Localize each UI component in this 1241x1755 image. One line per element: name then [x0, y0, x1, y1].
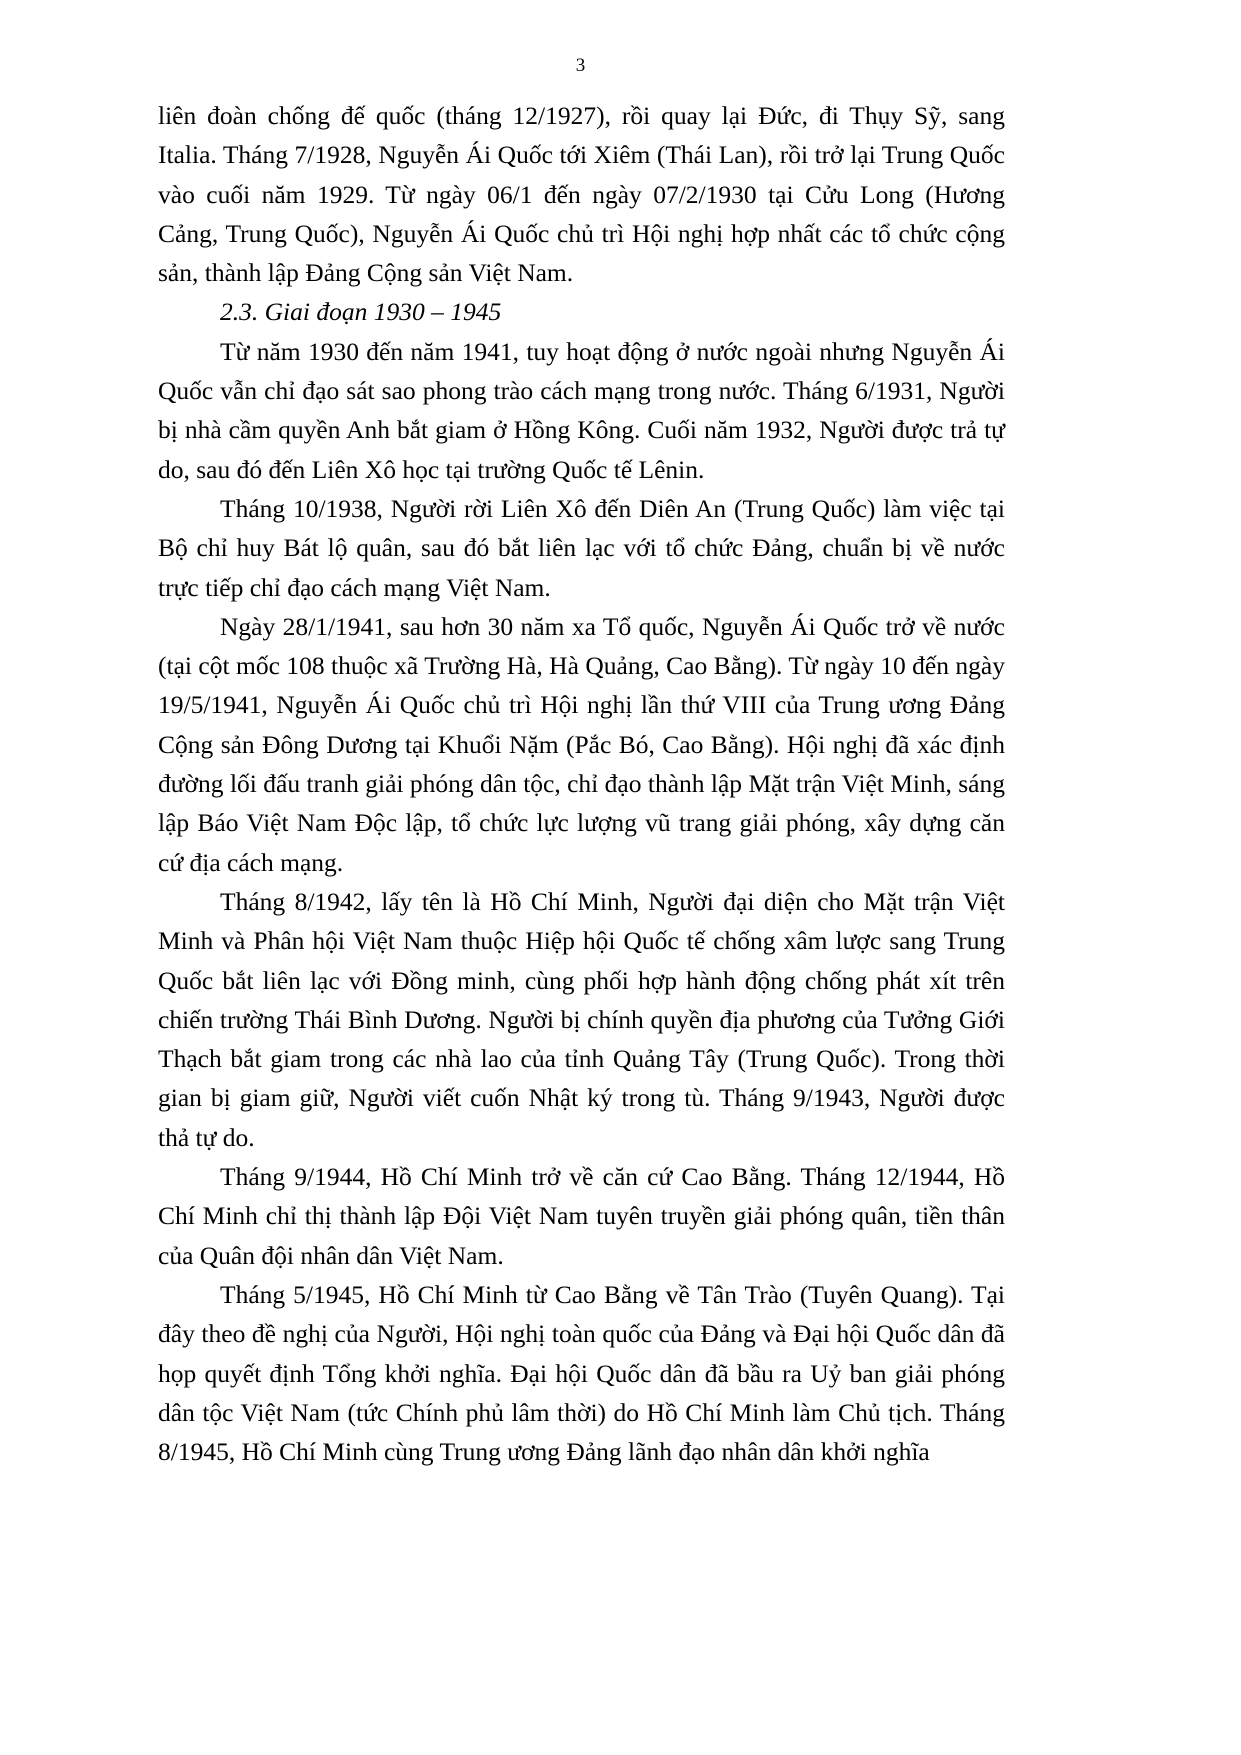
paragraph: Tháng 5/1945, Hồ Chí Minh từ Cao Bằng về Tân Trào (Tuyên Quang). Tại đây theo đề nghị của Người, Hội nghị toàn quốc của Đảng và Đại hội Quốc dân đã họp quyết định Tổng khởi nghĩa. Đại hội Quốc dân đã bầu ra Uỷ ban giải phóng dân tộc Việt Nam (tức Chính phủ lâm thời) do Hồ Chí Minh làm Chủ tịch. Tháng 8/1945, Hồ Chí Minh cùng Trung ương Đảng lãnh đạo nhân dân khởi nghĩa	[158, 1279, 1005, 1467]
paragraph-continued-from-previous-page: liên đoàn chống đế quốc (tháng 12/1927), rồi quay lại Đức, đi Thụy Sỹ, sang Italia. Tháng 7/1928, Nguyễn Ái Quốc tới Xiêm (Thái Lan), rồi trở lại Trung Quốc vào cuối năm 1929. Từ ngày 06/1 đến ngày 07/2/1930 tại Cửu Long (Hương Cảng, Trung Quốc), Nguyễn Ái Quốc chủ trì Hội nghị hợp nhất các tổ chức cộng sản, thành lập Đảng Cộng sản Việt Nam.	[158, 101, 1005, 288]
paragraph: Tháng 10/1938, Người rời Liên Xô đến Diên An (Trung Quốc) làm việc tại Bộ chỉ huy Bát lộ quân, sau đó bắt liên lạc với tổ chức Đảng, chuẩn bị về nước trực tiếp chỉ đạo cách mạng Việt Nam.	[158, 493, 1005, 602]
document-body	[158, 96, 1005, 1471]
page-number: 3	[575, 55, 586, 76]
paragraph: Ngày 28/1/1941, sau hơn 30 năm xa Tổ quốc, Nguyễn Ái Quốc trở về nước (tại cột mốc 108 thuộc xã Trường Hà, Hà Quảng, Cao Bằng). Từ ngày 10 đến ngày 19/5/1941, Nguyễn Ái Quốc chủ trì Hội nghị lần thứ VIII của Trung ương Đảng Cộng sản Đông Dương tại Khuổi Nặm (Pắc Bó, Cao Bằng). Hội nghị đã xác định đường lối đấu tranh giải phóng dân tộc, chỉ đạo thành lập Mặt trận Việt Minh, sáng lập Báo Việt Nam Độc lập, tổ chức lực lượng vũ trang giải phóng, xây dựng căn cứ địa cách mạng.	[158, 611, 1005, 877]
paragraph: Tháng 9/1944, Hồ Chí Minh trở về căn cứ Cao Bằng. Tháng 12/1944, Hồ Chí Minh chỉ thị thành lập Đội Việt Nam tuyên truyền giải phóng quân, tiền thân của Quân đội nhân dân Việt Nam.	[158, 1162, 1005, 1270]
paragraph: Từ năm 1930 đến năm 1941, tuy hoạt động ở nước ngoài nhưng Nguyễn Ái Quốc vẫn chỉ đạo sát sao phong trào cách mạng trong nước. Tháng 6/1931, Người bị nhà cầm quyền Anh bắt giam ở Hồng Kông. Cuối năm 1932, Người được trả tự do, sau đó đến Liên Xô học tại trường Quốc tế Lênin.	[158, 336, 1005, 484]
paragraph: Tháng 8/1942, lấy tên là Hồ Chí Minh, Người đại diện cho Mặt trận Việt Minh và Phân hội Việt Nam thuộc Hiệp hội Quốc tế chống xâm lược sang Trung Quốc bắt liên lạc với Đồng minh, cùng phối hợp hành động chống phát xít trên chiến trường Thái Bình Dương. Người bị chính quyền địa phương của Tưởng Giới Thạch bắt giam trong các nhà lao của tỉnh Quảng Tây (Trung Quốc). Trong thời gian bị giam giữ, Người viết cuốn Nhật ký trong tù. Tháng 9/1943, Người được thả tự do.	[158, 886, 1005, 1152]
section-heading: 2.3. Giai đoạn 1930 – 1945	[220, 297, 502, 327]
